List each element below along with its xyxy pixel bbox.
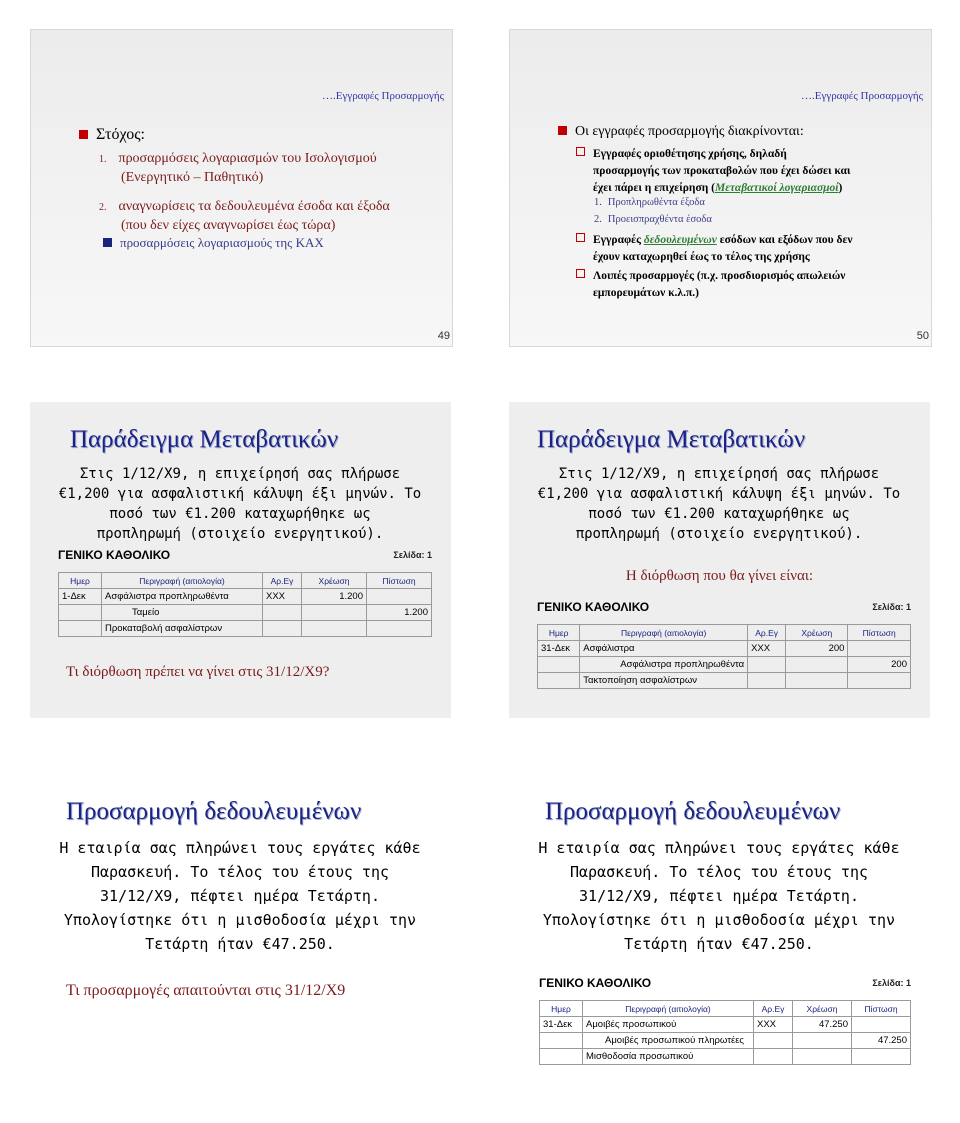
slide-title: Παράδειγμα Μεταβατικών <box>70 426 339 453</box>
square-bullet-icon <box>558 126 567 135</box>
checkbox-bullet-icon <box>576 147 585 156</box>
col-entry-no: Αρ.Εγ <box>754 1001 793 1017</box>
ledger-table <box>539 1000 911 1065</box>
col-debit: Χρέωση <box>786 625 848 641</box>
adjustment-subtype-2: 2. Προεισπραχθέντα έσοδα <box>594 214 712 225</box>
col-description: Περιγραφή (αιτιολογία) <box>102 573 263 589</box>
ledger-page: Σελίδα: 1 <box>872 602 911 612</box>
example-text: Στις 1/12/Χ9, η επιχείρησή σας πλήρωσε €1,200 για ασφαλιστική κάλυψη έξι μηνών. Το ποσό των €1.200 καταχωρήθηκε ως προπληρωμή (στοιχείο ενεργητικού). <box>58 466 422 542</box>
adjustment-type-2: Εγγραφές δεδουλευμένων εσόδων και εξόδων που δεν έχουν καταχωρηθεί έως το τέλος της χρήσης <box>576 232 853 266</box>
ledger-table <box>58 572 432 637</box>
slide-transitional-example-answer <box>509 402 930 718</box>
checkbox-bullet-icon <box>576 233 585 242</box>
ledger-header-row <box>538 625 911 641</box>
general-ledger <box>58 548 432 637</box>
example-text: Στις 1/12/Χ9, η επιχείρησή σας πλήρωσε €1,200 για ασφαλιστική κάλυψη έξι μηνών. Το ποσό των €1.200 καταχωρήθηκε ως προπληρωμή (στοιχείο ενεργητικού). <box>537 466 901 542</box>
checkbox-bullet-icon <box>576 269 585 278</box>
adjustment-subtype-1: 1. Προπληρωθέντα έξοδα <box>594 197 705 208</box>
slide-header: ….Εγγραφές Προσαρμογής <box>322 90 444 102</box>
slide-50 <box>509 29 932 347</box>
square-bullet-icon <box>103 238 112 247</box>
slide-title: Προσαρμογή δεδουλευμένων <box>545 798 841 825</box>
adjustments-intro: Οι εγγραφές προσαρμογής διακρίνονται: <box>558 124 804 140</box>
ledger-page: Σελίδα: 1 <box>872 978 911 988</box>
ledger-title: ΓΕΝΙΚΟ ΚΑΘΟΛΙΚΟ <box>539 976 652 990</box>
example-text: Η εταιρία σας πληρώνει τους εργάτες κάθε Παρασκευή. Το τέλος του έτους της 31/12/Χ9, πέφτει ημέρα Τετάρτη. Υπολογίστηκε ότι η μισθοδοσία μέχρι την Τετάρτη ήταν €47.250. <box>59 839 421 953</box>
ledger-title: ΓΕΝΙΚΟ ΚΑΘΟΛΙΚΟ <box>537 600 650 614</box>
adjustment-type-1: Εγγραφές οριοθέτησης χρήσης, δηλαδή προσαρμογής των προκαταβολών που έχει δώσει και έχει πάρει η επιχείρηση (Μεταβατικοί λογαριασμοί) <box>576 146 850 197</box>
ledger-page: Σελίδα: 1 <box>393 550 432 560</box>
col-credit: Πίστωση <box>852 1001 911 1017</box>
col-debit: Χρέωση <box>793 1001 852 1017</box>
correction-question: Τι διόρθωση πρέπει να γίνει στις 31/12/Χ9? <box>66 664 330 680</box>
table-row: 1-Δεκ Ασφάλιστρα προπληρωθέντα ΧΧΧ 1.200 <box>59 589 432 605</box>
ledger-header-row <box>540 1001 911 1017</box>
table-row: Αμοιβές προσωπικού πληρωτέες 47.250 <box>540 1033 911 1049</box>
general-ledger <box>539 976 911 1065</box>
goal-item-2: 2. αναγνωρίσεις τα δεδουλευμένα έσοδα και έξοδα (που δεν είχες αναγνωρίσει έως τώρα) <box>99 199 390 233</box>
table-row: Ταμείο 1.200 <box>59 605 432 621</box>
ledger-title: ΓΕΝΙΚΟ ΚΑΘΟΛΙΚΟ <box>58 548 171 562</box>
table-row: 31-Δεκ Ασφάλιστρα ΧΧΧ 200 <box>538 641 911 657</box>
slide-title: Παράδειγμα Μεταβατικών <box>537 426 806 453</box>
goal-subitem: προσαρμόσεις λογαριασμούς της ΚΑΧ <box>103 235 324 251</box>
goal-heading: Στόχος: <box>79 126 145 144</box>
slide-transitional-example-question <box>30 402 451 718</box>
slide-accruals-question <box>30 780 451 1096</box>
example-text: Η εταιρία σας πληρώνει τους εργάτες κάθε Παρασκευή. Το τέλος του έτους της 31/12/Χ9, πέφτει ημέρα Τετάρτη. Υπολογίστηκε ότι η μισθοδοσία μέχρι την Τετάρτη ήταν €47.250. <box>538 839 900 953</box>
col-date: Ημερ <box>59 573 102 589</box>
table-row: Προκαταβολή ασφαλίστρων <box>59 621 432 637</box>
col-entry-no: Αρ.Εγ <box>263 573 302 589</box>
ledger-table <box>537 624 911 689</box>
col-description: Περιγραφή (αιτιολογία) <box>583 1001 754 1017</box>
col-credit: Πίστωση <box>367 573 432 589</box>
slide-accruals-answer <box>509 780 930 1096</box>
col-entry-no: Αρ.Εγ <box>748 625 786 641</box>
adjustments-question: Τι προσαρμογές απαιτούνται στις 31/12/Χ9 <box>66 982 346 999</box>
col-date: Ημερ <box>538 625 580 641</box>
goal-item-1: 1. προσαρμόσεις λογαριασμών του Ισολογισμού (Ενεργητικό – Παθητικό) <box>99 151 377 185</box>
table-row: Τακτοποίηση ασφαλίστρων <box>538 673 911 689</box>
adjustment-type-3: Λοιπές προσαρμογές (π.χ. προσδιορισμός απωλειών εμπορευμάτων κ.λ.π.) <box>576 268 845 302</box>
table-row: Ασφάλιστρα προπληρωθέντα 200 <box>538 657 911 673</box>
page-number: 50 <box>916 330 929 342</box>
slide-header: ….Εγγραφές Προσαρμογής <box>801 90 923 102</box>
correction-label: Η διόρθωση που θα γίνει είναι: <box>625 568 814 584</box>
ledger-header-row <box>59 573 432 589</box>
col-date: Ημερ <box>540 1001 583 1017</box>
table-row: 31-Δεκ Αμοιβές προσωπικού ΧΧΧ 47.250 <box>540 1017 911 1033</box>
col-credit: Πίστωση <box>848 625 911 641</box>
general-ledger <box>537 600 911 689</box>
square-bullet-icon <box>79 130 88 139</box>
slide-title: Προσαρμογή δεδουλευμένων <box>66 798 362 825</box>
col-debit: Χρέωση <box>302 573 367 589</box>
slide-49 <box>30 29 453 347</box>
page-number: 49 <box>437 330 450 342</box>
table-row: Μισθοδοσία προσωπικού <box>540 1049 911 1065</box>
col-description: Περιγραφή (αιτιολογία) <box>580 625 748 641</box>
